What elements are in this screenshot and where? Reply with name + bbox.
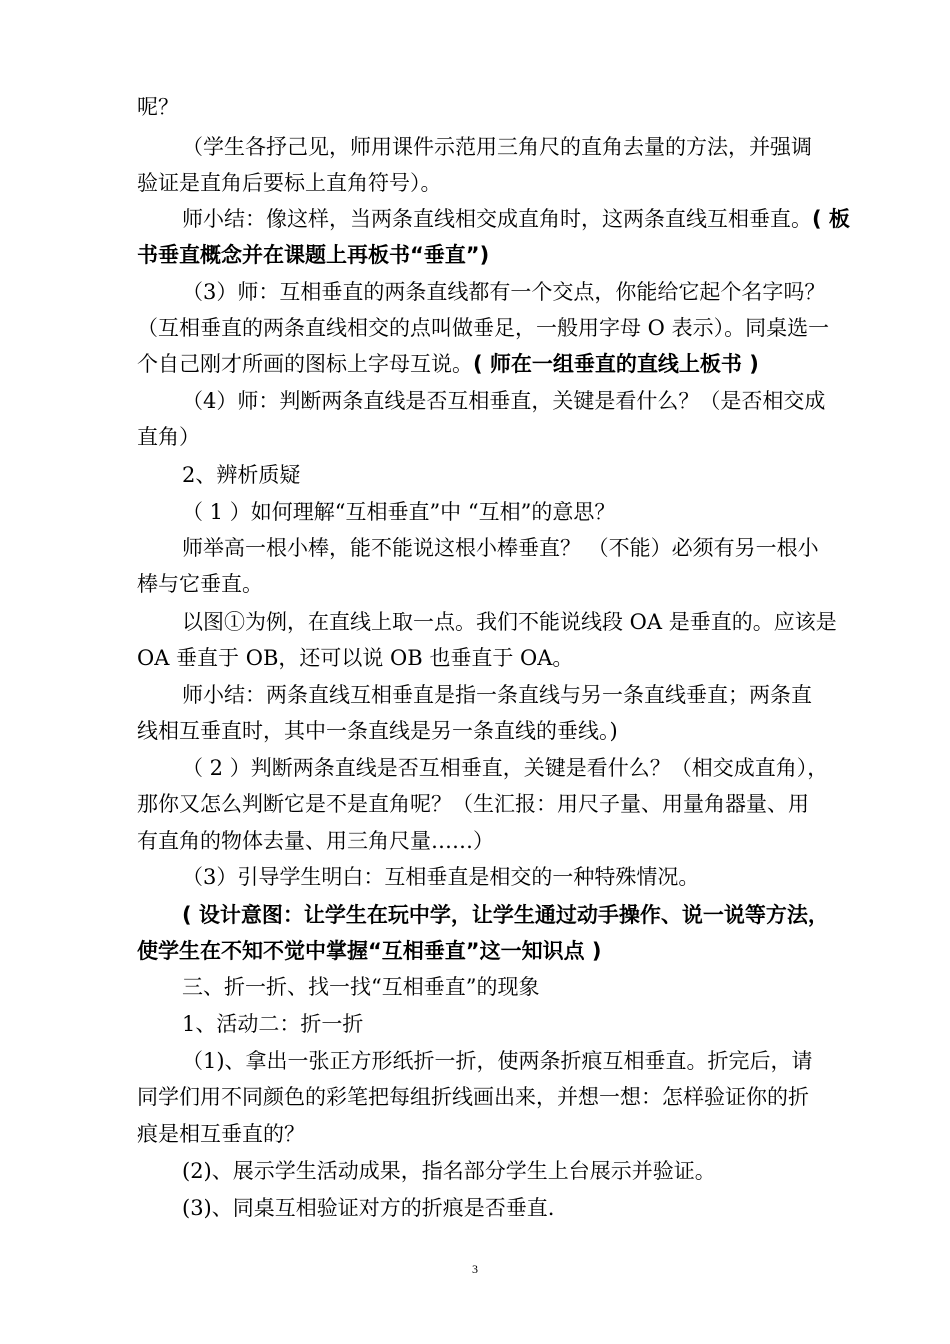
text-run: 直角） xyxy=(137,425,200,449)
text-line xyxy=(137,789,809,819)
bold-annotation: ( 设计意图：让学生在玩中学，让学生通过动手操作、说一说等方法， xyxy=(182,903,829,927)
text-line xyxy=(137,936,602,966)
text-run: (3)、同桌互相验证对方的折痕是否垂直. xyxy=(182,1196,555,1220)
text-run: 那你又怎么判断它是不是直角呢？（生汇报：用尺子量、用量角器量、用 xyxy=(137,792,809,816)
text-run: （学生各抒己见，师用课件示范用三角尺的直角去量的方法，并强调 xyxy=(182,135,812,159)
bold-annotation: 书垂直概念并在课题上再板书“垂直”) xyxy=(137,243,490,267)
bold-annotation: ( 师在一组垂直的直线上板书 ) xyxy=(473,352,759,376)
text-run: OA 垂直于 OB，还可以说 OB 也垂直于 OA。 xyxy=(137,646,574,670)
text-line xyxy=(137,349,759,379)
text-line xyxy=(137,643,573,673)
text-line xyxy=(137,1082,809,1112)
text-line xyxy=(182,132,812,162)
text-run: 线相互垂直时，其中一条直线是另一条直线的垂线。) xyxy=(137,719,618,743)
text-line xyxy=(182,1156,716,1186)
text-run: 师小结：两条直线互相垂直是指一条直线与另一条直线垂直；两条直 xyxy=(182,683,812,707)
text-line xyxy=(137,422,200,452)
text-run: 个自己刚才所画的图标上字母互说。 xyxy=(137,352,473,376)
text-line xyxy=(182,972,539,1002)
text-line xyxy=(137,569,263,599)
text-run: （4）师：判断两条直线是否互相垂直，关键是看什么？（是否相交成 xyxy=(182,389,826,413)
text-line xyxy=(182,1009,363,1039)
text-run: 三、折一折、找一找“互相垂直”的现象 xyxy=(182,975,540,999)
text-line xyxy=(137,716,618,746)
text-run: 师举高一根小棒，能不能说这根小棒垂直？ （不能）必须有另一根小 xyxy=(182,536,819,560)
page-number: 3 xyxy=(472,1262,478,1276)
text-run: （3）师：互相垂直的两条直线都有一个交点，你能给它起个名字吗？ xyxy=(182,280,826,304)
text-line xyxy=(182,862,699,892)
text-line xyxy=(182,753,828,783)
text-line xyxy=(182,386,825,416)
text-line xyxy=(182,460,300,490)
text-run: 有直角的物体去量、用三角尺量……） xyxy=(137,829,494,853)
text-run: 师小结：像这样，当两条直线相交成直角时，这两条直线互相垂直。 xyxy=(182,207,812,231)
text-run: （1)、拿出一张正方形纸折一折，使两条折痕互相垂直。折完后，请 xyxy=(182,1049,813,1073)
text-line xyxy=(137,240,489,270)
text-line xyxy=(137,313,829,343)
text-run: （3）引导学生明白：互相垂直是相交的一种特殊情况。 xyxy=(182,865,700,889)
text-run: （ 1 ）如何理解“互相垂直”中 “互相”的意思？ xyxy=(182,500,616,524)
text-run: 1、活动二：折一折 xyxy=(182,1012,364,1036)
text-line xyxy=(137,168,442,198)
text-line xyxy=(182,204,850,234)
text-line xyxy=(137,1119,305,1149)
text-line xyxy=(137,92,179,122)
text-run: (2)、展示学生活动成果，指名部分学生上台展示并验证。 xyxy=(182,1159,716,1183)
text-run: 同学们用不同颜色的彩笔把每组折线画出来，并想一想：怎样验证你的折 xyxy=(137,1085,809,1109)
text-run: 棒与它垂直。 xyxy=(137,572,263,596)
text-run: 以图①为例，在直线上取一点。我们不能说线段 OA 是垂直的。应该是 xyxy=(182,610,837,634)
text-run: 2、辨析质疑 xyxy=(182,463,301,487)
text-line xyxy=(182,900,829,930)
text-run: 痕是相互垂直的？ xyxy=(137,1122,305,1146)
text-line xyxy=(182,680,812,710)
text-line xyxy=(182,533,819,563)
text-line xyxy=(182,1046,813,1076)
text-line xyxy=(137,826,494,856)
text-line xyxy=(182,277,825,307)
text-line xyxy=(182,497,615,527)
text-run: 验证是直角后要标上直角符号）。 xyxy=(137,171,442,195)
text-run: （互相垂直的两条直线相交的点叫做垂足，一般用字母 O 表示）。同桌选一 xyxy=(137,316,830,340)
text-line xyxy=(182,1193,554,1223)
bold-annotation: ( 板 xyxy=(812,207,850,231)
bold-annotation: 使学生在不知不觉中掌握“互相垂直”这一知识点 ) xyxy=(137,939,602,963)
text-line xyxy=(182,607,837,637)
text-run: （ 2 ）判断两条直线是否互相垂直，关键是看什么？（相交成直角）， xyxy=(182,756,829,780)
text-run: 呢？ xyxy=(137,95,179,119)
